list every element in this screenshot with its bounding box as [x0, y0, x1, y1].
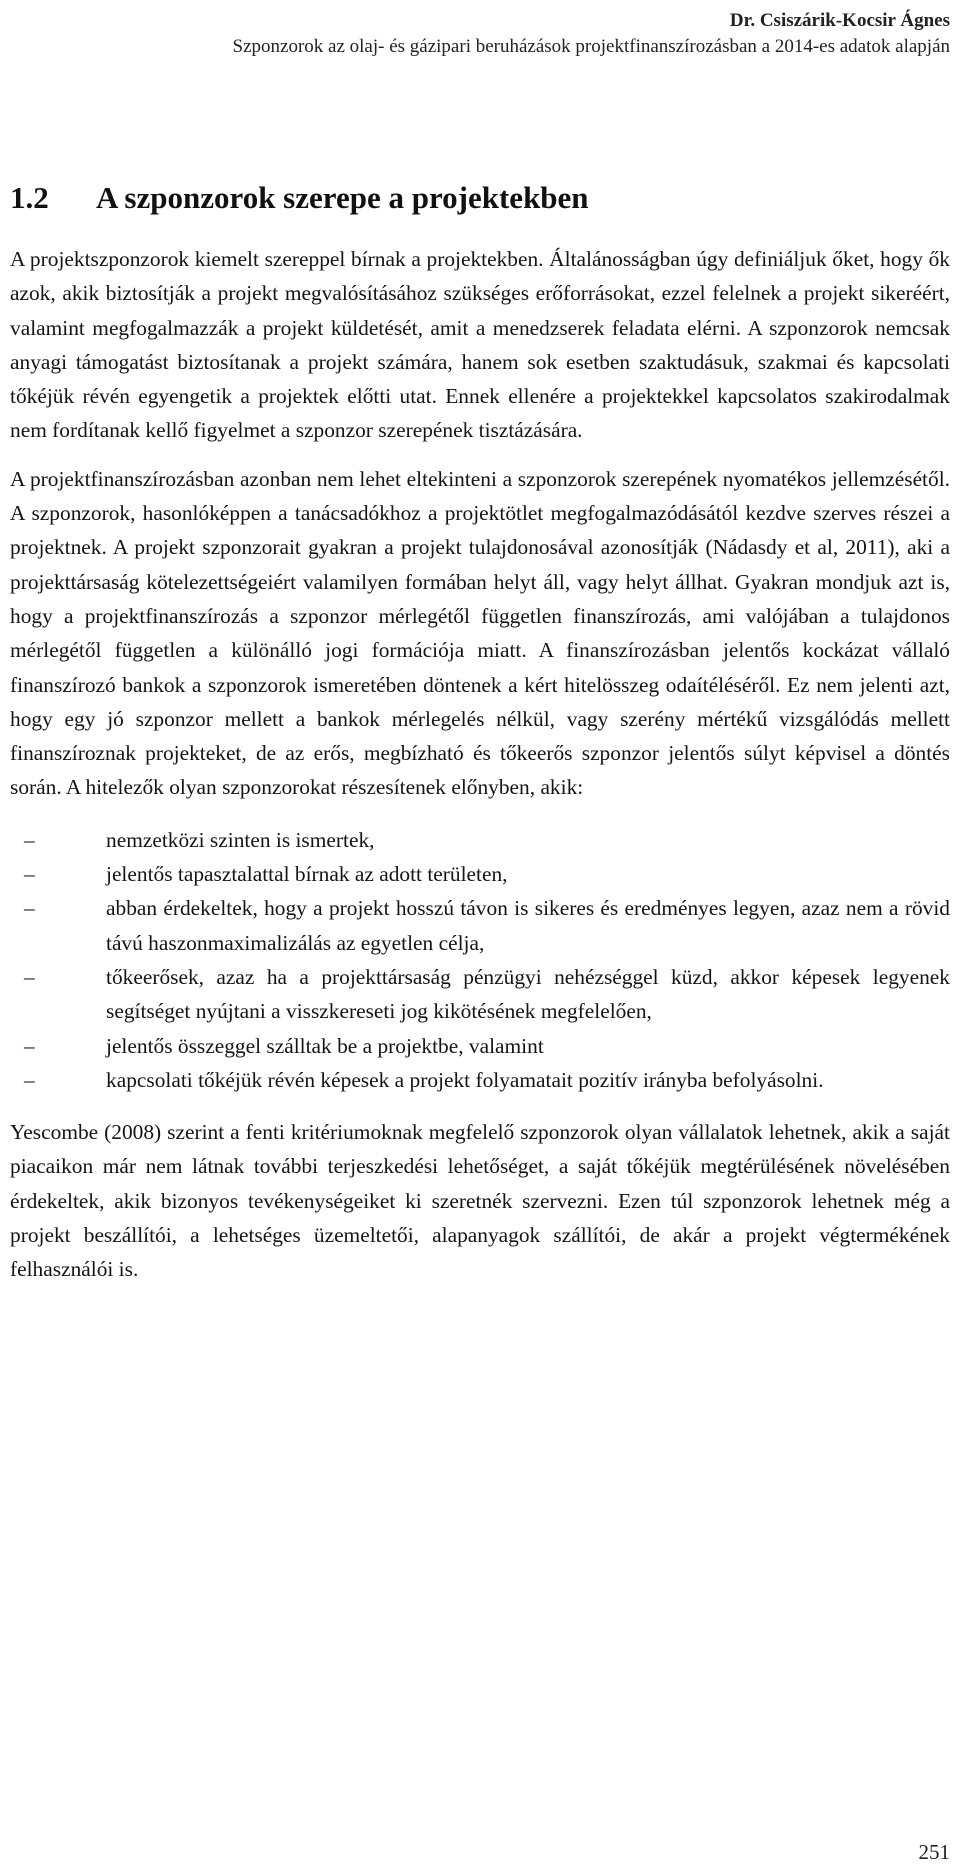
list-item-text: abban érdekeltek, hogy a projekt hosszú távon is sikeres és eredményes legyen, azaz nem a rövid távú haszonmaximalizálás az egyetlen célja,	[106, 896, 950, 955]
body-text	[10, 242, 950, 1287]
paragraph-3: Yescombe (2008) szerint a fenti kritériumoknak megfelelő szponzorok olyan vállalatok lehetnek, akik a saját piacaikon már nem látnak további terjeszkedési lehetőséget, a saját tőkéjük megtérülésének növelésében érdekeltek, akik bizonyos tevékenységeiket ki szeretnék szervezni. Ezen túl szponzorok lehetnek még a projekt beszállítói, a lehetséges üzemeltetői, alapanyagok szállítói, de akár a projekt végtermékének felhasználói is.	[10, 1120, 950, 1282]
dash-marker: –	[24, 964, 35, 989]
section-title: A szponzorok szerepe a projektekben	[96, 180, 589, 215]
list-item-text: kapcsolati tőkéjük révén képesek a projekt folyamatait pozitív irányba befolyásolni.	[106, 1067, 824, 1092]
dash-marker: –	[24, 1033, 35, 1058]
list-item-text: tőkeerősek, azaz ha a projekttársaság pénzügyi nehézséggel küzd, akkor képesek legyenek segítséget nyújtani a visszkereseti jog kikötésének megfelelően,	[106, 964, 950, 1024]
dash-marker: –	[24, 862, 35, 887]
header-author: Dr. Csiszárik-Kocsir Ágnes	[729, 10, 950, 31]
list-item	[10, 1029, 950, 1063]
paragraph-2: A projektfinanszírozásban azonban nem lehet eltekinteni a szponzorok szerepének nyomatékos jellemzésétől. A szponzorok, hasonlóképpen a tanácsadókhoz a projektötlet megfogalmazódásától kezdve szerves részei a projektnek. A projekt szponzorait gyakran a projekt tulajdonosával azonosítják (Nádasdy et al, 2011), aki a projekttársaság kötelezettségeiért valamilyen formában helyt áll, vagy helyt állhat. Gyakran mondjuk azt is, hogy a projektfinanszírozás a szponzor mérlegétől független finanszírozás, ami valójában a tulajdonos mérlegétől független a különálló jogi formációja miatt. A finanszírozásban jelentős kockázat vállaló finanszírozó bankok a szponzorok ismeretében döntenek a kért hitelösszeg odaítéléséről. Ez nem jelenti azt, hogy egy jó szponzor mellett a bankok mérlegelés nélkül, vagy szerény mértékű vizsgálódás mellett finanszíroznak projekteket, de az erős, megbízható és tőkeerős szponzor jelentős súlyt képvisel a döntés során. A hitelezők olyan szponzorokat részesítenek előnyben, akik:	[10, 466, 950, 800]
running-header	[10, 8, 950, 59]
dash-marker: –	[24, 896, 35, 921]
page-number: 251	[918, 1840, 950, 1864]
list-item	[10, 823, 950, 857]
dash-marker: –	[24, 827, 35, 852]
list-item	[10, 1063, 950, 1097]
paragraph-1: A projektszponzorok kiemelt szereppel bírnak a projektekben. Általánosságban úgy definiáljuk őket, hogy ők azok, akik biztosítják a projekt megvalósításához szükséges erőforrásokat, ezzel felelnek a projekt sikeréért, valamint megfogalmazzák a projekt küldetését, amit a menedzserek feladata elérni. A szponzorok nemcsak anyagi támogatást biztosítanak a projekt számára, hanem sok esetben szaktudásuk, szakmai és kapcsolati tőkéjük révén egyengetik a projektek előtti utat. Ennek ellenére a projektekkel kapcsolatos szakirodalmak nem fordítanak kellő figyelmet a szponzor szerepének tisztázására.	[10, 247, 950, 443]
section-number: 1.2	[10, 180, 49, 215]
list-item-text: nemzetközi szinten is ismertek,	[106, 827, 375, 852]
list-item	[10, 960, 950, 1029]
dash-marker: –	[24, 1067, 35, 1092]
section-heading	[10, 178, 950, 218]
list-item	[10, 857, 950, 891]
bullet-list	[10, 823, 950, 1097]
list-item	[10, 891, 950, 960]
header-title: Szponzorok az olaj- és gázipari beruházások projektfinanszírozásban a 2014-es adatok alapján	[232, 36, 950, 57]
list-item-text: jelentős összeggel szálltak be a projektbe, valamint	[106, 1033, 544, 1058]
list-item-text: jelentős tapasztalattal bírnak az adott területen,	[106, 862, 508, 887]
